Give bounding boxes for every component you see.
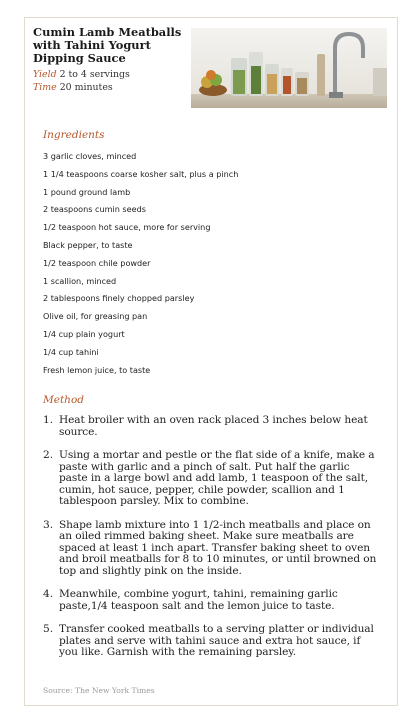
ingredient-item: Fresh lemon juice, to taste	[43, 364, 151, 375]
recipe-title: Cumin Lamb Meatballs with Tahini Yogurt Dipping Sauce	[33, 25, 182, 65]
ingredient-item: 1 scallion, minced	[43, 275, 117, 286]
method-heading: Method	[43, 394, 84, 406]
ingredient-item: 2 teaspoons cumin seeds	[43, 204, 146, 215]
ingredient-item: 1/4 cup plain yogurt	[43, 328, 125, 339]
ingredient-item: 1 pound ground lamb	[43, 186, 131, 197]
method-step	[43, 589, 379, 612]
recipe-header	[27, 20, 191, 108]
time-row	[33, 81, 191, 94]
source-credit: Source: The New York Times	[43, 686, 155, 695]
step-number: 2.	[43, 449, 54, 461]
method-step	[43, 624, 379, 659]
ingredient-item: 1 1/4 teaspoons coarse kosher salt, plus a pinch	[43, 168, 239, 179]
step-number: 5.	[43, 623, 54, 635]
step-text: Shape lamb mixture into 1 1/2-inch meatballs and place on an oiled rimmed baking sheet. Make sure meatballs are spaced at least 1 inch apart. Transfer baking sheet to oven and broil meatballs for 8 to 10 minutes, or until browned on top and slightly pink on the inside.	[59, 518, 377, 577]
recipe-card	[24, 17, 398, 706]
ingredient-item: 1/2 teaspoon chile powder	[43, 257, 151, 268]
yield-row	[33, 68, 191, 81]
method-steps	[43, 415, 379, 671]
step-number: 3.	[43, 518, 54, 531]
step-text: Heat broiler with an oven rack placed 3 inches below heat source.	[59, 414, 368, 438]
ingredient-item: 3 garlic cloves, minced	[43, 151, 137, 161]
method-step	[43, 520, 379, 578]
step-number: 1.	[43, 414, 54, 426]
ingredient-item: 1/4 cup tahini	[43, 346, 99, 357]
ingredients-list	[43, 148, 238, 379]
step-text: Meanwhile, combine yogurt, tahini, remaining garlic paste,1/4 teaspoon salt and the lemon juice to taste.	[59, 588, 338, 612]
ingredient-item: Olive oil, for greasing pan	[43, 311, 148, 322]
method-step	[43, 415, 379, 438]
time-label: Time	[33, 82, 57, 93]
method-step	[43, 450, 379, 508]
yield-value: 2 to 4 servings	[59, 69, 130, 80]
step-text: Transfer cooked meatballs to a serving platter or individual plates and serve with tahini sauce and extra hot sauce, if you like. Garnish with the remaining parsley.	[59, 623, 374, 658]
step-number: 4.	[43, 588, 54, 600]
step-text: Using a mortar and pestle or the flat side of a knife, make a paste with garlic and a pinch of salt. Put half the garlic paste in a large bowl and add lamb, 1 teaspoon of the salt, cumin, hot sauce, pepper, chile powder, scallion and 1 tablespoon parsley. Mix to combine.	[59, 449, 375, 507]
ingredient-item: 1/2 teaspoon hot sauce, more for serving	[43, 222, 211, 233]
ingredient-item: 2 tablespoons finely chopped parsley	[43, 293, 195, 304]
time-value: 20 minutes	[59, 82, 113, 93]
ingredient-item: Black pepper, to taste	[43, 239, 133, 250]
ingredients-heading: Ingredients	[43, 129, 105, 141]
yield-label: Yield	[33, 69, 57, 80]
